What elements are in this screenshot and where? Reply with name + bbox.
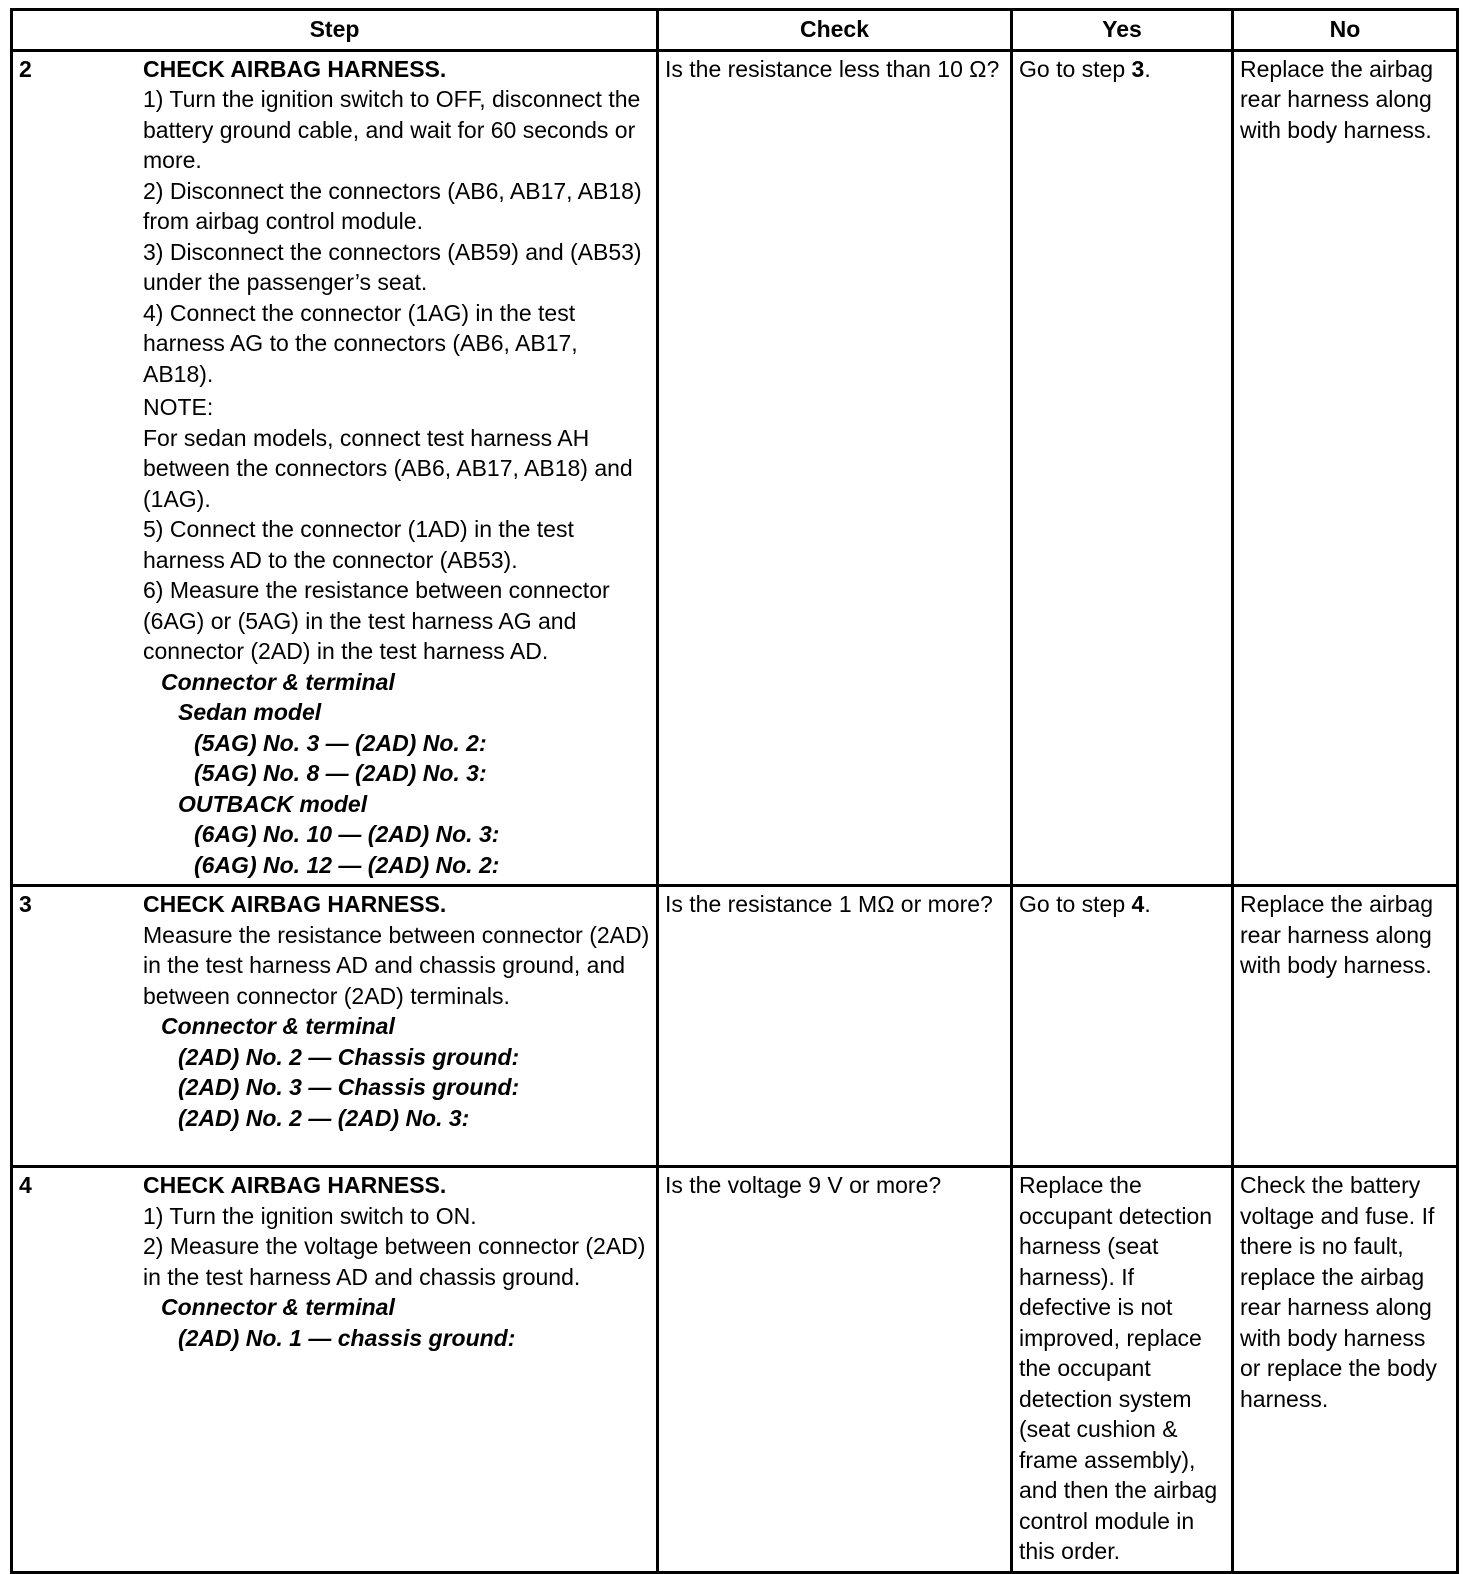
step-cell [12, 886, 658, 1167]
check-cell: Is the resistance less than 10 Ω? [658, 50, 1012, 886]
step-title: CHECK AIRBAG HARNESS. [143, 891, 447, 917]
step-title: CHECK AIRBAG HARNESS. [143, 55, 447, 82]
yes-suffix: . [1144, 55, 1151, 82]
step-number: 4 [19, 1172, 32, 1198]
yes-step-number: 4 [1131, 891, 1145, 917]
step-body [143, 889, 652, 1133]
spec-heading: Connector & terminal [161, 1013, 395, 1039]
step-body [143, 54, 652, 881]
step-instruction: 2) Disconnect the connectors (AB6, AB17, AB18) from airbag control module. [143, 177, 642, 234]
no-cell: Check the battery voltage and fuse. If there is no fault, replace the airbag rear harness along with body harness or replace the body harness. [1233, 1167, 1458, 1573]
step-instruction: 3) Disconnect the connectors (AB59) and (AB53) under the passenger’s seat. [143, 238, 642, 295]
spec-heading: Connector & terminal [161, 668, 395, 695]
yes-cell: Replace the occupant detection harness (seat harness). If defective is not improved, replace the occupant detection system (seat cushion & frame assembly), and then the airbag control module in this order. [1012, 1167, 1233, 1573]
spec-terminal: (5AG) No. 3 — (2AD) No. 2: [194, 729, 487, 756]
step-cell [12, 50, 658, 886]
spec-heading: Connector & terminal [161, 1294, 395, 1320]
spec-terminal: (6AG) No. 10 — (2AD) No. 3: [194, 821, 500, 847]
spec-terminal: (2AD) No. 3 — Chassis ground: [178, 1074, 520, 1100]
yes-prefix: Go to step [1019, 55, 1132, 82]
check-cell: Is the voltage 9 V or more? [658, 1167, 1012, 1573]
note-text: For sedan models, connect test harness AH between the connectors (AB6, AB17, AB18) and (1AG). [143, 424, 633, 512]
spec-terminal: (2AD) No. 2 — Chassis ground: [178, 1043, 520, 1070]
spec-terminal: (5AG) No. 8 — (2AD) No. 3: [194, 760, 487, 786]
step-instruction: 6) Measure the resistance between connector (6AG) or (5AG) in the test harness AG and connector (2AD) in the test harness AD. [143, 577, 610, 664]
table-row-step-3 [12, 886, 1458, 1167]
step-instruction: 4) Connect the connector (1AG) in the test harness AG to the connectors (AB6, AB17, AB18). [143, 299, 578, 387]
spec-terminal: (2AD) No. 2 — (2AD) No. 3: [178, 1104, 470, 1131]
spec-terminal: (6AG) No. 12 — (2AD) No. 2: [194, 851, 500, 878]
note-label: NOTE: [143, 394, 214, 420]
table-row-step-2 [12, 50, 1458, 886]
step-instruction: 1) Turn the ignition switch to OFF, disconnect the battery ground cable, and wait for 60 seconds or more. [143, 86, 641, 173]
spec-model: OUTBACK model [178, 790, 368, 817]
yes-cell [1012, 50, 1233, 886]
yes-step-number: 3 [1131, 55, 1145, 82]
step-instruction: Measure the resistance between connector (2AD) in the test harness AD and chassis ground, and between connector (2AD) terminals. [143, 921, 650, 1009]
step-instruction: 5) Connect the connector (1AD) in the test harness AD to the connector (AB53). [143, 516, 574, 573]
no-cell: Replace the airbag rear harness along with body harness. [1233, 886, 1458, 1167]
table-header-row [12, 10, 1458, 51]
header-yes: Yes [1012, 10, 1233, 51]
diagnostic-table-container [10, 8, 1456, 1574]
header-check: Check [658, 10, 1012, 51]
step-instruction: 1) Turn the ignition switch to ON. [143, 1202, 477, 1229]
step-cell [12, 1167, 658, 1573]
yes-cell [1012, 886, 1233, 1167]
spec-model: Sedan model [178, 699, 322, 725]
step-number: 2 [19, 55, 32, 82]
check-cell: Is the resistance 1 MΩ or more? [658, 886, 1012, 1167]
no-cell: Replace the airbag rear harness along with body harness. [1233, 50, 1458, 886]
yes-suffix: . [1144, 891, 1151, 917]
step-instruction: 2) Measure the voltage between connector (2AD) in the test harness AD and chassis ground. [143, 1233, 646, 1290]
yes-prefix: Go to step [1019, 891, 1132, 917]
header-step: Step [12, 10, 658, 51]
step-number: 3 [19, 891, 32, 917]
step-body [143, 1170, 652, 1353]
table-row-step-4 [12, 1167, 1458, 1573]
diagnostic-procedure-table [10, 8, 1459, 1574]
step-title: CHECK AIRBAG HARNESS. [143, 1172, 447, 1198]
spec-terminal: (2AD) No. 1 — chassis ground: [178, 1324, 516, 1351]
header-no: No [1233, 10, 1458, 51]
